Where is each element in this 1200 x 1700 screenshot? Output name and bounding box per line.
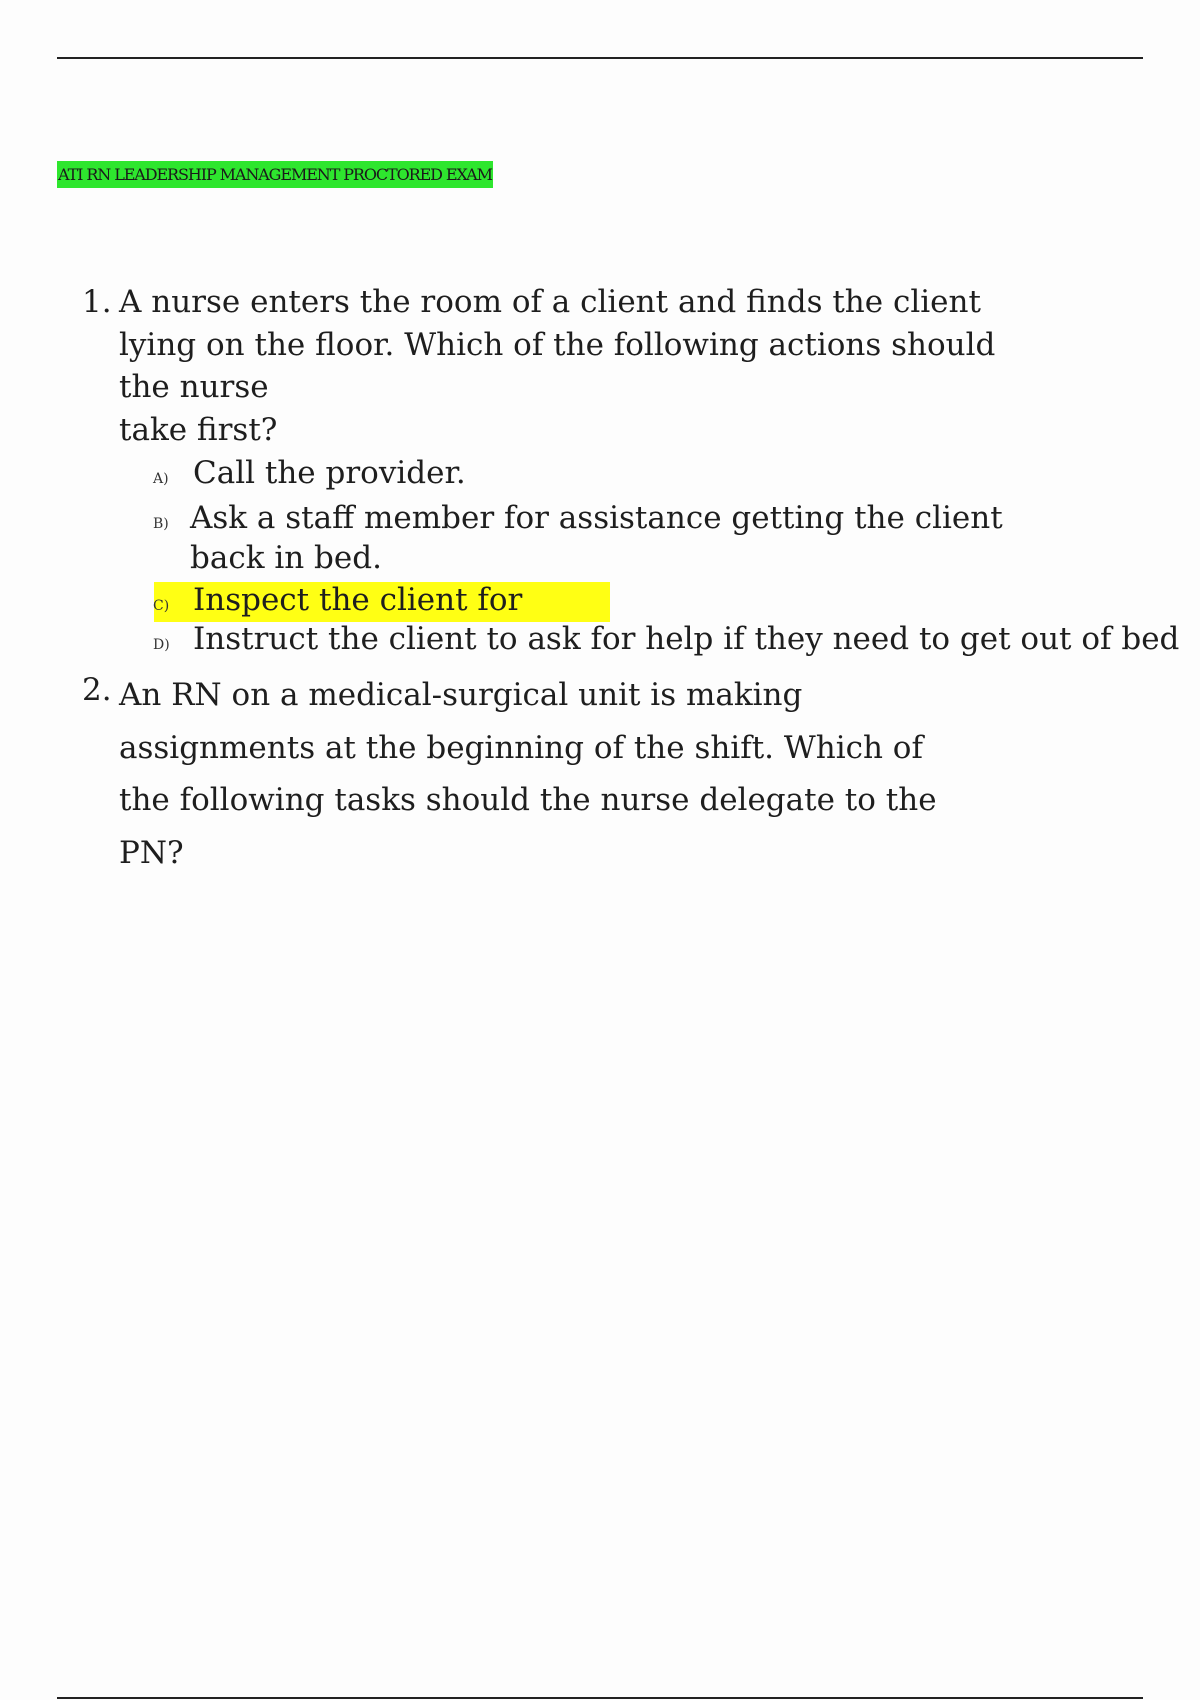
option-d-letter: D) [153, 637, 170, 653]
question-1-number: 1. [82, 284, 112, 320]
question-2-text [119, 669, 1019, 879]
question-1-line: lying on the floor. Which of the following actions should [119, 326, 996, 363]
document-title: ATI RN LEADERSHIP MANAGEMENT PROCTORED EXAM [57, 161, 493, 188]
footer-rule [57, 1697, 1143, 1699]
option-a-letter: A) [153, 471, 169, 487]
question-2-number: 2. [82, 672, 112, 708]
question-2-line: the following tasks should the nurse delegate to the [119, 782, 937, 818]
header-rule [57, 57, 1143, 59]
question-1-line: take first? [119, 411, 278, 448]
option-d-text: Instruct the client to ask for help if they need to get out of bed [193, 621, 1180, 657]
question-1-line: A nurse enters the room of a client and finds the client [119, 284, 981, 320]
question-2-line: assignments at the beginning of the shift. Which of [119, 729, 923, 766]
option-c-letter: C) [153, 598, 170, 614]
question-2-line: PN? [119, 834, 184, 871]
option-c-text: Inspect the client for [193, 582, 523, 618]
option-b-letter: B) [153, 516, 169, 532]
option-b-text: Ask a staff member for assistance getting the client back in bed. [190, 500, 1003, 576]
question-1-line: the nurse [119, 369, 269, 405]
question-2-line: An RN on a medical-surgical unit is making [119, 677, 803, 713]
question-1-text [119, 281, 1079, 451]
option-a-text: Call the provider. [193, 455, 466, 491]
